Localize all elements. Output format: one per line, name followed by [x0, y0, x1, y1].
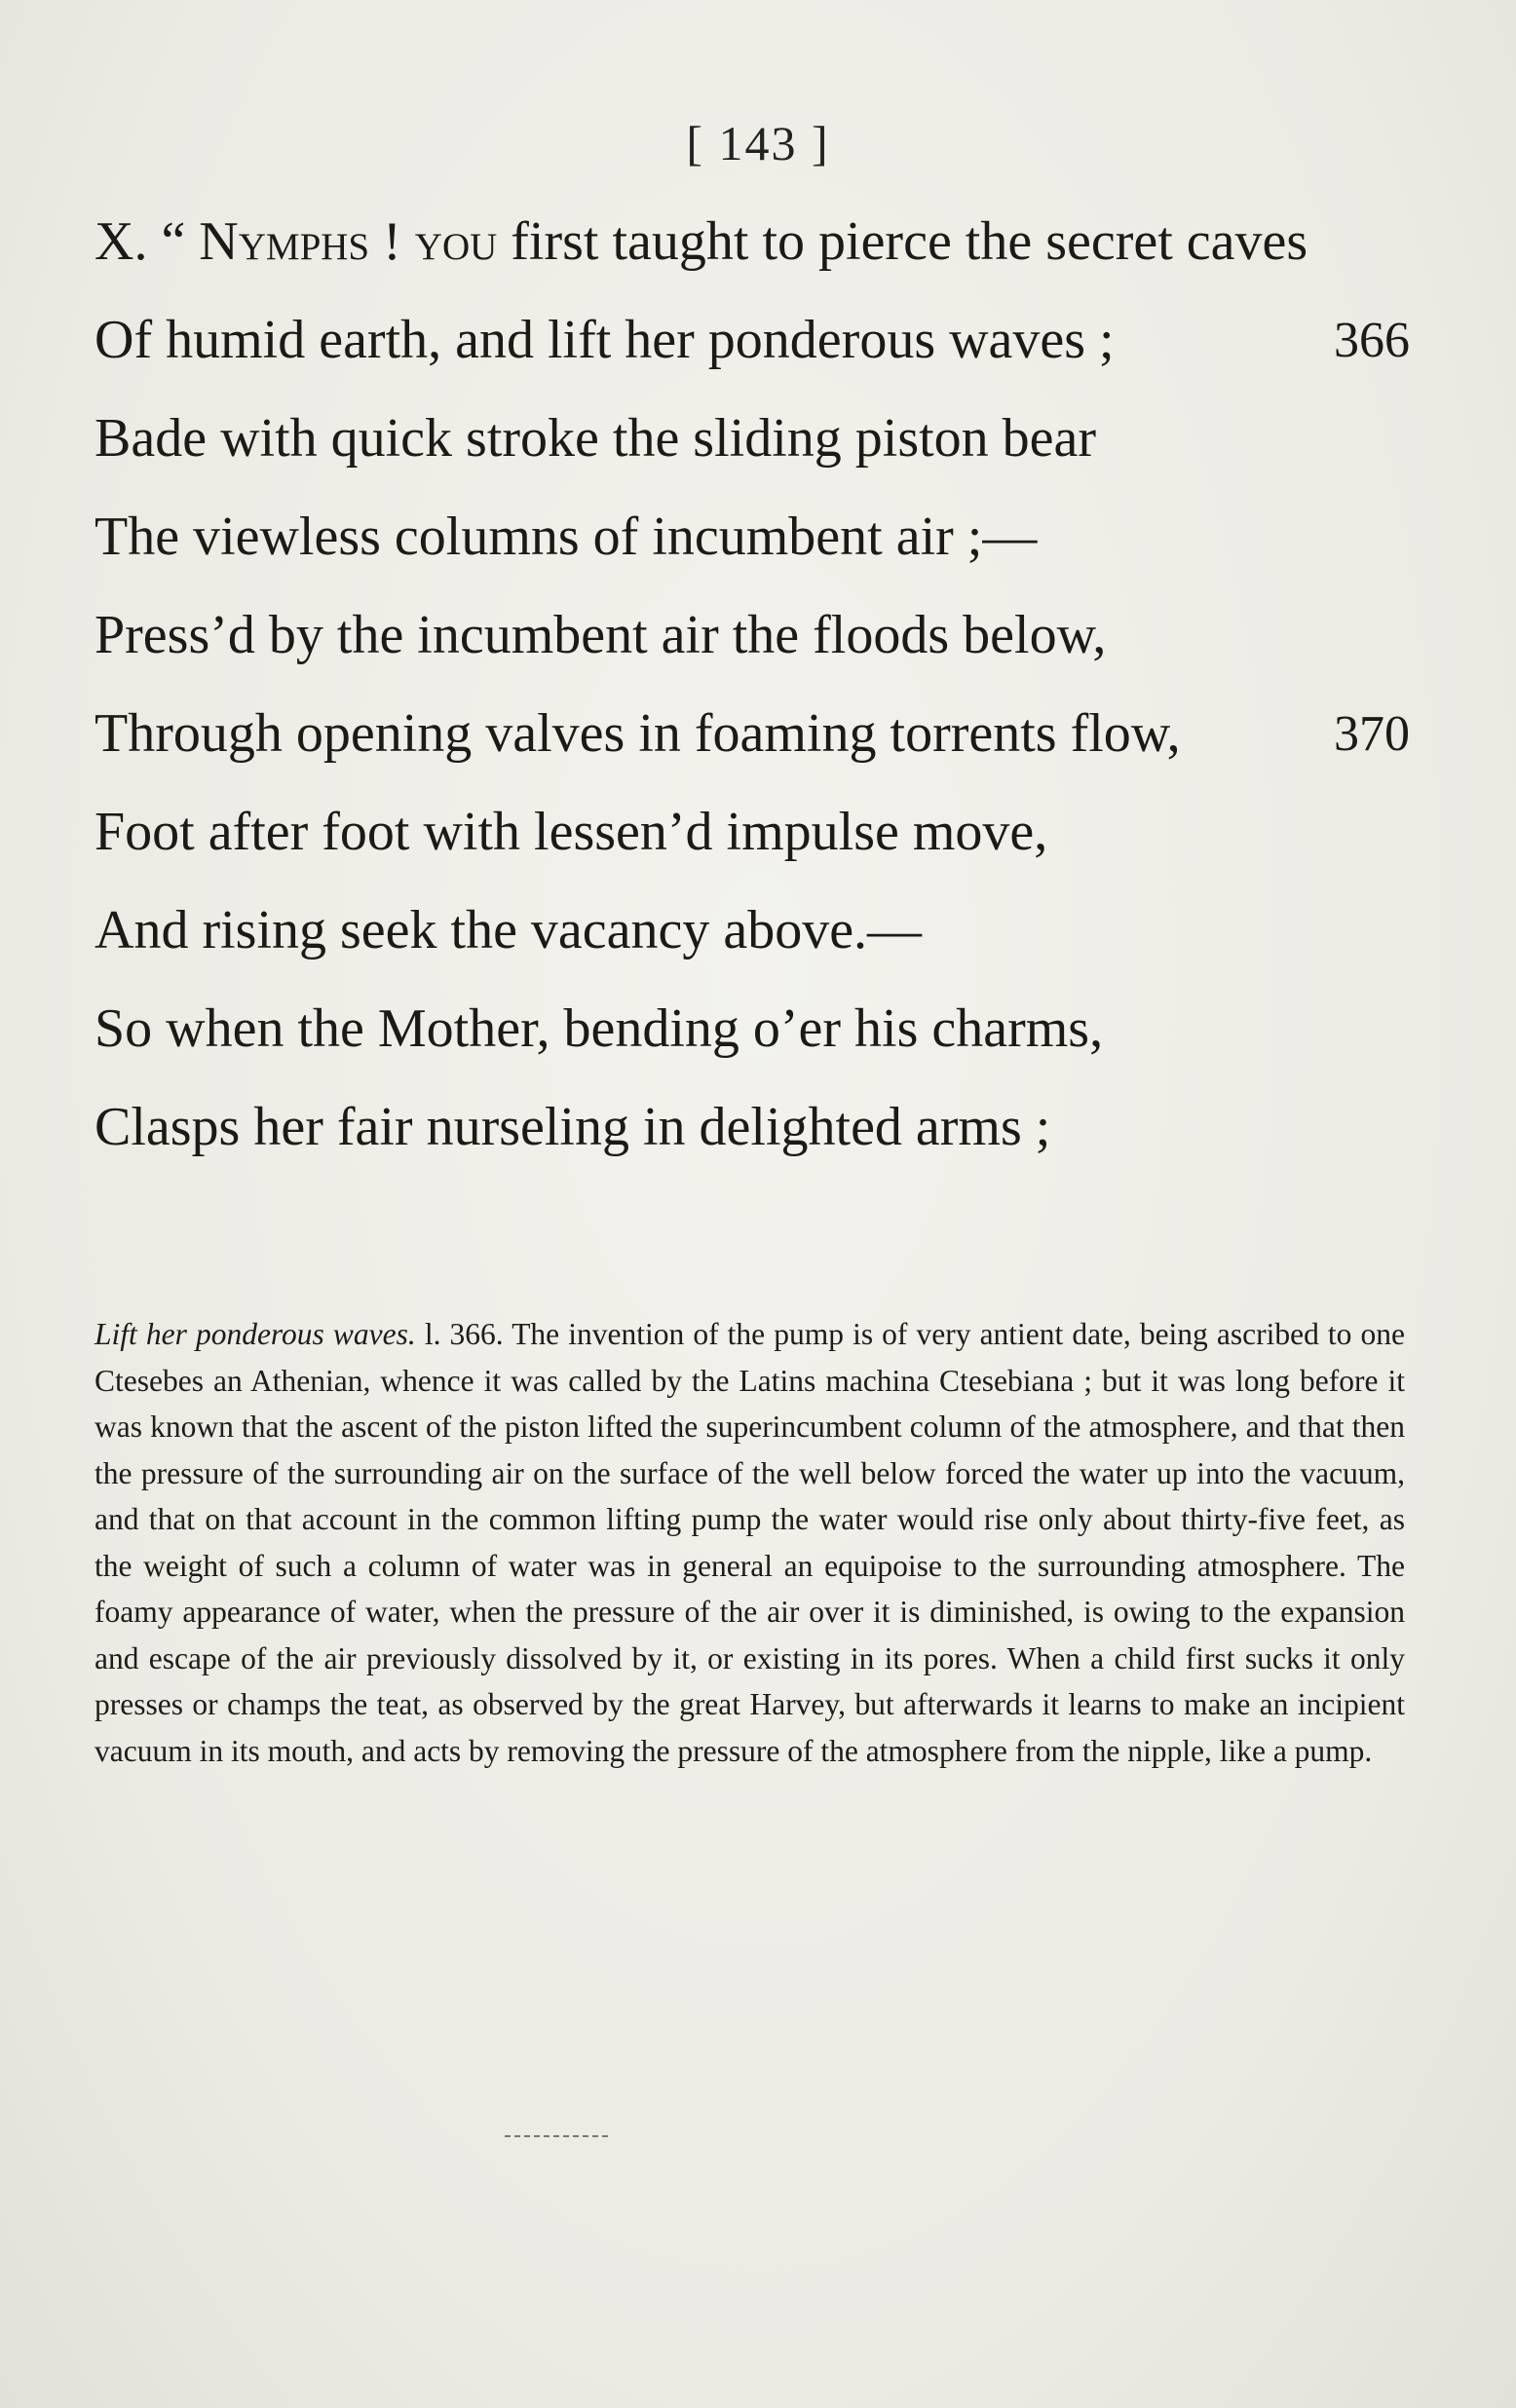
verse-line: [95, 980, 1410, 1078]
verse-line: [95, 586, 1410, 685]
verse-text: [95, 980, 1103, 1078]
verse-line: [95, 390, 1410, 488]
page-number: [ 143 ]: [686, 116, 830, 170]
verse-text: [95, 390, 1096, 488]
line-number: 366: [1334, 313, 1410, 368]
verse-text: [95, 488, 1037, 586]
verse-text: [95, 783, 1047, 882]
verse-text: [95, 882, 922, 980]
verse-line: [95, 488, 1410, 586]
divider-rule: [505, 2135, 608, 2137]
footnote: [95, 1311, 1405, 1774]
verse-text: [95, 586, 1106, 685]
line-number: 370: [1334, 706, 1410, 762]
verse-lead: X. “ Nymphs ! you: [95, 211, 498, 272]
verse-body: Through opening valves in foaming torrents flow,: [95, 703, 1181, 764]
poem: [95, 193, 1410, 1177]
verse-line: [95, 1078, 1410, 1177]
verse-line: [95, 783, 1410, 882]
verse-line: [95, 291, 1410, 390]
verse-body: Foot after foot with lessen’d impulse move,: [95, 802, 1048, 862]
verse-line: [95, 685, 1410, 783]
verse-body: first taught to pierce the secret caves: [497, 211, 1308, 272]
verse-line: [95, 193, 1410, 291]
verse-text: [95, 685, 1181, 783]
verse-body: Of humid earth, and lift her ponderous waves ;: [95, 310, 1115, 370]
verse-body: The viewless columns of incumbent air ;—: [95, 507, 1038, 567]
verse-line: [95, 882, 1410, 980]
verse-body: Clasps her fair nurseling in delighted arms ;: [95, 1097, 1051, 1157]
verse-body: So when the Mother, bending o’er his charms,: [95, 998, 1104, 1059]
footnote-body: l. 366. The invention of the pump is of very antient date, being ascribed to one Ctesebes an Athenian, whence it was called by the Latins machina Ctesebiana ; but it was long before it was known that the ascent of the piston lifted the superincumbent column of the atmosphere, and that then the pressure of the surrounding air on the surface of the well below forced the water up into the vacuum, and that on that account in the common lifting pump the water would rise only about thirty-five feet, as the weight of such a column of water was in general an equipoise to the surrounding atmosphere. The foamy appearance of water, when the pressure of the air over it is diminished, is owing to the expansion and escape of the air previously dissolved by it, or existing in its pores. When a child first sucks it only presses or champs the teat, as observed by the great Harvey, but afterwards it learns to make an incipient vacuum in its mouth, and acts by removing the pressure of the atmosphere from the nipple, like a pump.: [95, 1317, 1405, 1768]
verse-body: And rising seek the vacancy above.—: [95, 900, 923, 960]
verse-text: [95, 1078, 1050, 1177]
verse-body: Press’d by the incumbent air the floods below,: [95, 605, 1107, 665]
footnote-reference: Lift her ponderous waves.: [95, 1317, 416, 1351]
verse-body: Bade with quick stroke the sliding piston bear: [95, 408, 1097, 469]
verse-text: [95, 193, 1308, 291]
verse-text: [95, 291, 1115, 390]
